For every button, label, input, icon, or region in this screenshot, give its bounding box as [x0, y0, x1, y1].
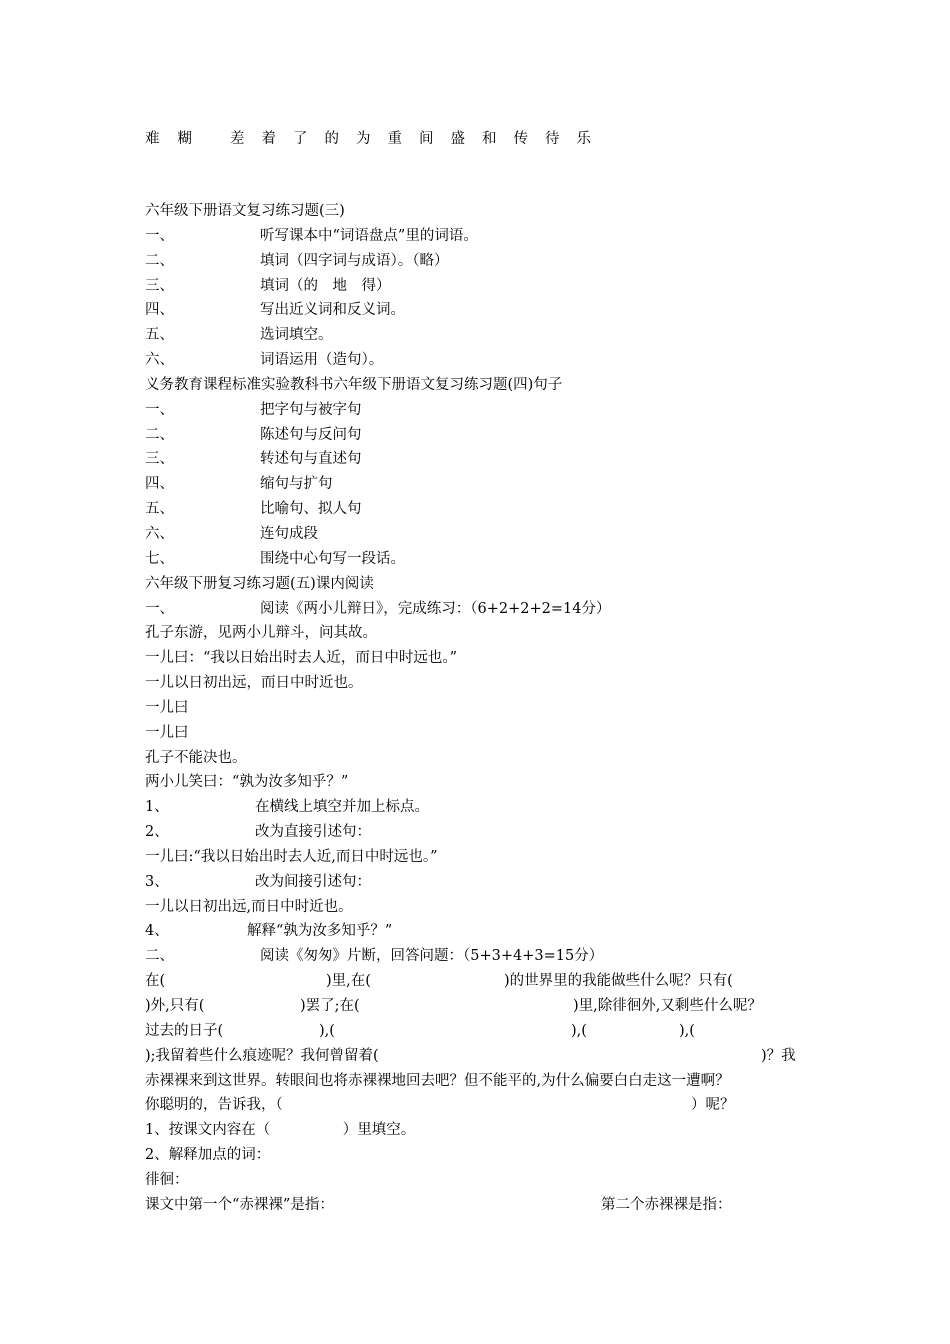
- exercise-line: 1、按课文内容在（ ）里填空。: [145, 1122, 416, 1139]
- char: 着: [261, 131, 276, 147]
- char: 差: [230, 131, 245, 147]
- list-item: [145, 547, 825, 572]
- item-text: 围绕中心句写一段话。: [260, 550, 405, 567]
- sub-question: [145, 870, 825, 895]
- item-number: 一、: [145, 600, 174, 617]
- section-title: 六年级下册语文复习练习题(三): [145, 203, 345, 219]
- char: 乐: [576, 131, 591, 147]
- item-text: 听写课本中“词语盘点”里的词语。: [260, 227, 478, 244]
- text-fragment: )的世界里的我能做些什么呢？只有(: [504, 973, 733, 990]
- item-number: 4、: [145, 923, 169, 940]
- text-fragment: )里,除徘徊外,又剩些什么呢？: [573, 998, 762, 1014]
- exercise-line: 2、解释加点的词：: [145, 1147, 271, 1164]
- exercise-line: [145, 1193, 825, 1218]
- item-text: 改为间接引述句：: [255, 873, 371, 890]
- item-number: 四、: [145, 476, 174, 493]
- item-text: 缩句与扩句: [260, 476, 333, 493]
- item-text: 在横线上填空并加上标点。: [255, 799, 429, 816]
- text-fragment: ),(: [319, 1022, 335, 1039]
- passage-line: 一儿曰: [145, 724, 189, 741]
- list-item: [145, 423, 825, 448]
- char: 和: [482, 131, 497, 147]
- item-number: 1、: [145, 799, 169, 816]
- list-item: [145, 398, 825, 423]
- char: 重: [387, 131, 402, 147]
- list-item: [145, 522, 825, 547]
- list-item: [145, 274, 825, 299]
- item-text: 填词（的 地 得）: [260, 277, 391, 294]
- char: 待: [545, 131, 560, 147]
- passage-line: 赤裸裸来到这世界。转眼间也将赤裸裸地回去吧？但不能平的,为什么偏要白白走这一遭啊？: [145, 1072, 730, 1089]
- text-fragment: )罢了;在(: [300, 998, 360, 1014]
- item-text: 填词（四字词与成语）。（略）: [260, 252, 449, 269]
- fill-blank-line: [145, 969, 825, 994]
- text-fragment: ),(: [679, 1022, 695, 1039]
- item-number: 二、: [145, 252, 174, 269]
- passage-line: 孔子东游，见两小儿辩斗，问其故。: [145, 625, 377, 642]
- section-title: 六年级下册复习练习题(五)课内阅读: [145, 575, 374, 592]
- item-number: 2、: [145, 824, 169, 841]
- fill-blank-line: [145, 1093, 825, 1118]
- sub-question: [145, 919, 825, 944]
- text-fragment: 你聪明的，告诉我，（: [145, 1097, 283, 1114]
- list-item: [145, 323, 825, 348]
- passage-line: 一儿曰：“我以日始出时去人近，而日中时远也。”: [145, 650, 458, 667]
- text-fragment: )里,在(: [326, 973, 371, 990]
- item-text: 解释“孰为汝多知乎？”: [247, 923, 393, 940]
- list-item: [145, 447, 825, 472]
- item-number: 二、: [145, 426, 174, 443]
- text-fragment: ),(: [571, 1022, 587, 1039]
- item-number: 二、: [145, 948, 174, 965]
- text-fragment: 在(: [145, 973, 166, 990]
- passage-line: 两小儿笑曰：“孰为汝多知乎？”: [145, 774, 349, 791]
- document-body: [145, 199, 825, 1218]
- char: 为: [356, 131, 371, 147]
- text-fragment: )？我: [761, 1047, 796, 1064]
- char: 了: [293, 131, 308, 147]
- text-fragment: ）呢？: [691, 1097, 735, 1114]
- text-fragment: )外,只有(: [145, 998, 205, 1014]
- item-text: 写出近义词和反义词。: [260, 302, 405, 319]
- item-number: 六、: [145, 525, 174, 542]
- item-number: 三、: [145, 451, 174, 468]
- passage-line: 孔子不能决也。: [145, 749, 247, 766]
- list-item: [145, 497, 825, 522]
- item-text: 词语运用（造句）。: [260, 352, 384, 369]
- item-number: 四、: [145, 302, 174, 319]
- item-text: 转述句与直述句: [260, 451, 362, 468]
- question-heading: [145, 944, 825, 969]
- item-number: 三、: [145, 277, 174, 294]
- question-heading: [145, 597, 825, 622]
- list-item: [145, 472, 825, 497]
- text-fragment: 过去的日子(: [145, 1022, 224, 1039]
- item-text: 改为直接引述句：: [255, 824, 371, 841]
- list-item: [145, 298, 825, 323]
- char: 的: [324, 131, 339, 147]
- item-text: 阅读《两小儿辩日》，完成练习：（6+2+2+2=14分）: [260, 600, 611, 617]
- item-number: 七、: [145, 550, 174, 567]
- sub-question: [145, 795, 825, 820]
- passage-line: 一儿以日初出远,而日中时近也。: [145, 898, 353, 915]
- item-number: 一、: [145, 401, 174, 418]
- text-fragment: 第二个赤裸裸是指：: [601, 1196, 732, 1213]
- char: 传: [513, 131, 528, 147]
- text-fragment: 课文中第一个“赤裸裸”是指：: [145, 1196, 334, 1213]
- item-number: 3、: [145, 873, 169, 890]
- sub-question: [145, 820, 825, 845]
- item-text: 选词填空。: [260, 327, 333, 344]
- fill-blank-line: [145, 1019, 825, 1044]
- char: 间: [419, 131, 434, 147]
- passage-line: 一儿曰: [145, 699, 189, 716]
- item-text: 陈述句与反问句: [260, 426, 362, 443]
- list-item: [145, 249, 825, 274]
- item-number: 一、: [145, 227, 174, 244]
- text-fragment: );我留着些什么痕迹呢？我何曾留着(: [145, 1047, 379, 1064]
- list-item: [145, 224, 825, 249]
- char: 糊: [177, 131, 192, 147]
- fill-blank-line: [145, 994, 825, 1019]
- item-text: 阅读《匆匆》片断，回答问题：（5+3+4+3=15分）: [260, 948, 604, 965]
- exercise-line: 徘徊：: [145, 1171, 189, 1188]
- item-text: 把字句与被字句: [260, 401, 362, 418]
- list-item: [145, 348, 825, 373]
- passage-line: 一儿以日初出远，而日中时近也。: [145, 675, 363, 692]
- item-number: 五、: [145, 501, 174, 518]
- item-text: 连句成段: [260, 525, 318, 542]
- item-text: 比喻句、拟人句: [260, 501, 362, 518]
- item-number: 五、: [145, 327, 174, 344]
- passage-line: 一儿曰:“我以日始出时去人近,而日中时远也。”: [145, 848, 438, 865]
- character-list: [145, 127, 591, 148]
- char: 盛: [450, 131, 465, 147]
- char: 难: [145, 131, 160, 147]
- item-number: 六、: [145, 352, 174, 369]
- fill-blank-line: [145, 1044, 825, 1069]
- section-title: 义务教育课程标准实验教科书六年级下册语文复习练习题(四)句子: [145, 376, 563, 393]
